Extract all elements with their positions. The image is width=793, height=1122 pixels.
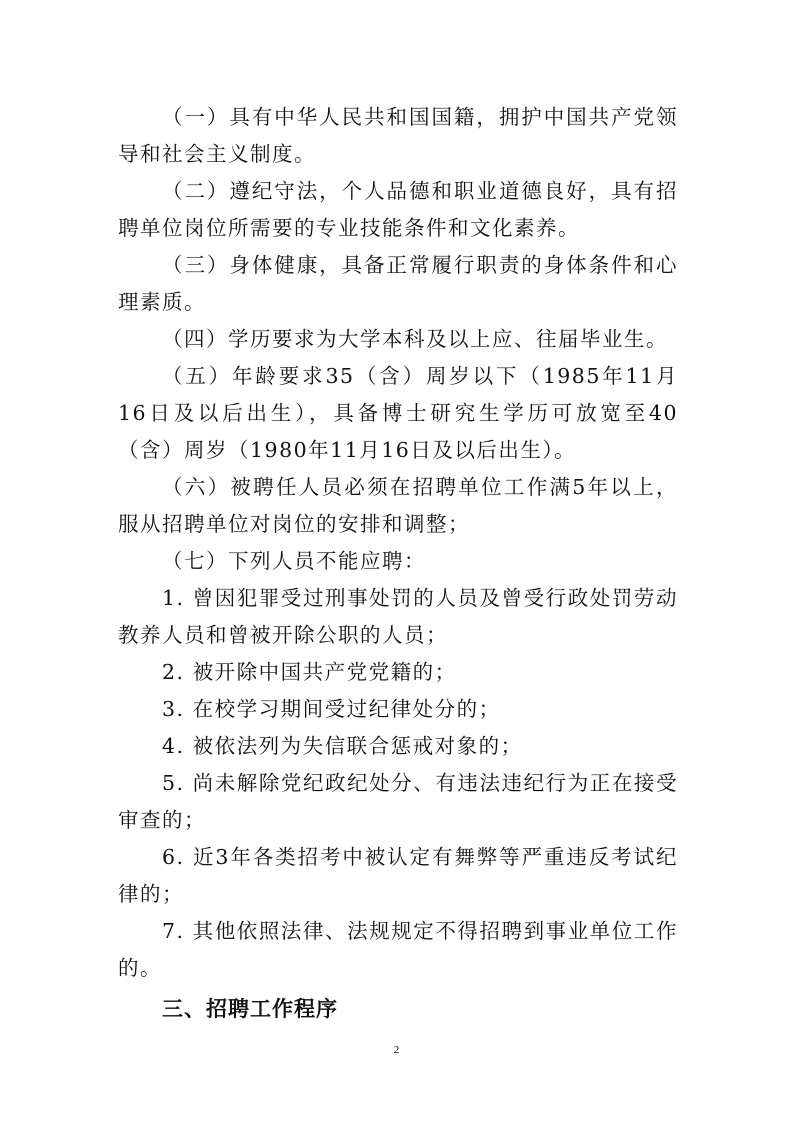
section-heading: 三、招聘工作程序	[162, 997, 338, 1021]
ineligible-item-6: 6. 近3年各类招考中被认定有舞弊等严重违反考试纪律的；	[118, 845, 678, 906]
requirement-conduct: （二）遵纪守法，个人品德和职业道德良好，具有招聘单位岗位所需要的专业技能条件和文化素养。	[118, 179, 678, 240]
page-number: 2	[393, 1044, 400, 1056]
requirement-nationality: （一）具有中华人民共和国国籍，拥护中国共产党领导和社会主义制度。	[118, 105, 678, 166]
ineligible-item-3: 3. 在校学习期间受过纪律处分的；	[162, 697, 501, 721]
requirement-health: （三）身体健康，具备正常履行职责的身体条件和心理素质。	[118, 253, 678, 314]
ineligible-item-5: 5. 尚未解除党纪政纪处分、有违法违纪行为正在接受审查的；	[118, 771, 678, 832]
requirement-service-term: （六）被聘任人员必须在招聘单位工作满5年以上，服从招聘单位对岗位的安排和调整；	[118, 475, 678, 536]
requirement-education: （四）学历要求为大学本科及以上应、往届毕业生。	[162, 327, 668, 351]
ineligible-item-1: 1. 曾因犯罪受过刑事处罚的人员及曾受行政处罚劳动教养人员和曾被开除公职的人员；	[118, 586, 678, 647]
ineligible-intro: （七）下列人员不能应聘：	[162, 549, 426, 573]
ineligible-item-4: 4. 被依法列为失信联合惩戒对象的；	[162, 734, 523, 758]
ineligible-item-7: 7. 其他依照法律、法规规定不得招聘到事业单位工作的。	[118, 919, 678, 980]
document-body	[118, 99, 678, 1031]
ineligible-item-2: 2. 被开除中国共产党党籍的；	[162, 660, 457, 684]
requirement-age: （五）年龄要求35（含）周岁以下（1985年11月16日及以后出生），具备博士研究生学历可放宽至40（含）周岁（1980年11月16日及以后出生）。	[118, 364, 678, 462]
